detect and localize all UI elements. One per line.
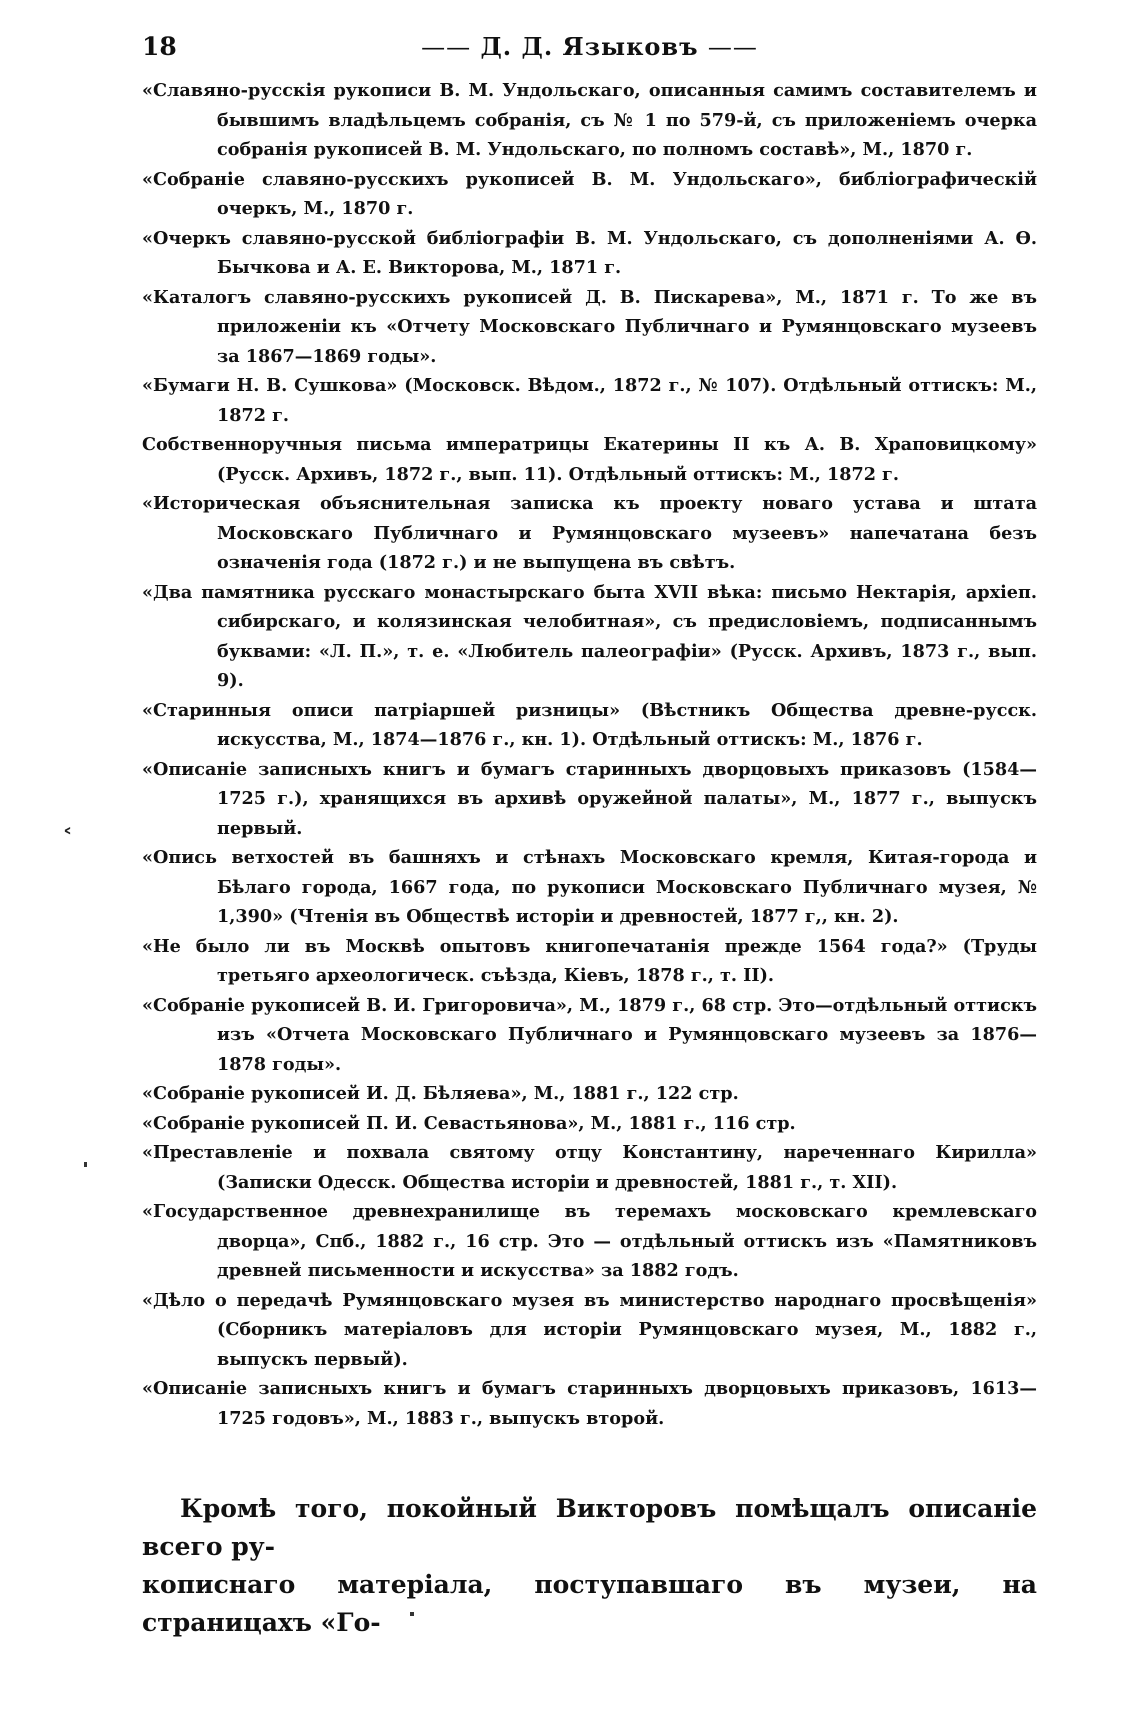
closing-line-2: кописнаго матеріала, поступавшаго въ музеи, на страницахъ «Го-	[142, 1570, 1037, 1637]
bibliography-entry: «Собраніе рукописей В. И. Григоровича», М., 1879 г., 68 стр. Это—отдѣльный оттискъ изъ «Отчета Московскаго Публичнаго и Румянцовскаго музеевъ за 1876—1878 годы».	[142, 994, 1037, 1075]
bibliography-entry: «Преставленіе и похвала святому отцу Константину, нареченнаго Кирилла» (Записки Одесск. Общества исторіи и древностей, 1881 г., т. XII).	[142, 1142, 1037, 1193]
bibliography-entry: «Очеркъ славяно-русской библіографіи В. М. Ундольскаго, съ дополненіями А. Ѳ. Бычкова и А. Е. Викторова, М., 1871 г.	[142, 227, 1037, 278]
bibliography-entry: «Собраніе славяно-русскихъ рукописей В. М. Ундольскаго», библіографическій очеркъ, М., 1870 г.	[142, 168, 1037, 219]
bibliography-entry: Собственноручныя письма императрицы Екатерины II къ А. В. Храповицкому» (Русск. Архивъ, 1872 г., вып. 11). Отдѣльный оттискъ: М., 1872 г.	[142, 434, 1037, 485]
stray-dot	[410, 1612, 414, 1616]
closing-line-1: Кромѣ того, покойный Викторовъ помѣщалъ описаніе всего ру-	[142, 1494, 1037, 1561]
bibliography-entry: «Описаніе записныхъ книгъ и бумагъ старинныхъ дворцовыхъ приказовъ, 1613—1725 годовъ», М., 1883 г., выпускъ второй.	[142, 1378, 1037, 1429]
head-dash-left: ——	[421, 33, 472, 61]
bibliography-entry: «Историческая объяснительная записка къ проекту новаго устава и штата Московскаго Публичнаго и Румянцовскаго музеевъ» напечатана безъ означенія года (1872 г.) и не выпущена въ свѣтъ.	[142, 493, 1037, 573]
closing-paragraph	[142, 1490, 1037, 1642]
bibliography-entry: «Славяно-русскія рукописи В. М. Ундольскаго, описанныя самимъ составителемъ и бывшимъ владѣльцемъ собранія, съ № 1 по 579-й, съ приложеніемъ очерка собранія рукописей В. М. Ундольскаго, по полномъ составѣ», М., 1870 г.	[142, 80, 1037, 160]
bibliography-entry: «Каталогъ славяно-русскихъ рукописей Д. В. Пискарева», М., 1871 г. То же въ приложеніи къ «Отчету Московскаго Публичнаго и Румянцовскаго музеевъ за 1867—1869 годы».	[142, 286, 1037, 367]
bibliography-entry: «Государственное древнехранилище въ теремахъ московскаго кремлевскаго дворца», Спб., 1882 г., 16 стр. Это — отдѣльный оттискъ изъ «Памятниковъ древней письменности и искусства» за 1882 годъ.	[142, 1201, 1037, 1281]
bibliography-entry: «Дѣло о передачѣ Румянцовскаго музея въ министерство народнаго просвѣщенія» (Сборникъ матеріаловъ для исторіи Румянцовскаго музея, М., 1882 г., выпускъ первый).	[142, 1289, 1037, 1370]
bibliography-entry: «Опись ветхостей въ башняхъ и стѣнахъ Московскаго кремля, Китая-города и Бѣлаго города, 1667 года, по рукописи Московскаго Публичнаго музея, № 1,390» (Чтенія въ Обществѣ исторіи и древностей, 1877 г,, кн. 2).	[142, 847, 1037, 927]
page-number: 18	[142, 32, 177, 61]
bibliography-entry: «Не было ли въ Москвѣ опытовъ книгопечатанія прежде 1564 года?» (Труды третьяго археологическ. съѣзда, Кіевъ, 1878 г., т. II).	[142, 935, 1037, 986]
bibliography-entry: «Старинныя описи патріаршей ризницы» (Вѣстникъ Общества древне-русск. искусства, М., 1874—1876 г., кн. 1). Отдѣльный оттискъ: М., 1876 г.	[142, 699, 1037, 750]
stray-dot	[84, 1162, 87, 1167]
bibliography-entry: «Собраніе рукописей И. Д. Бѣляева», М., 1881 г., 122 стр.	[142, 1083, 739, 1104]
bibliography-entry: «Описаніе записныхъ книгъ и бумагъ старинныхъ дворцовыхъ приказовъ (1584—1725 г.), хранящихся въ архивѣ оружейной палаты», М., 1877 г., выпускъ первый.	[142, 758, 1037, 839]
bibliography-entry: «Бумаги Н. В. Сушкова» (Московск. Вѣдом., 1872 г., № 107). Отдѣльный оттискъ: М., 1872 г.	[142, 375, 1037, 426]
running-head-title: Д. Д. Языковъ	[480, 32, 699, 61]
head-dash-right: ——	[707, 33, 758, 61]
page-header	[142, 30, 1037, 70]
bibliography-list	[142, 76, 1037, 1433]
bibliography-entry: «Собраніе рукописей П. И. Севастьянова», М., 1881 г., 116 стр.	[142, 1112, 796, 1134]
running-head	[142, 32, 1037, 61]
bibliography-entry: «Два памятника русскаго монастырскаго быта XVII вѣка: письмо Нектарія, архіеп. сибирскаго, и колязинская челобитная», съ предисловіемъ, подписаннымъ буквами: «Л. П.», т. е. «Любитель палеографіи» (Русск. Архивъ, 1873 г., вып. 9).	[142, 581, 1037, 691]
margin-mark: ˂	[62, 826, 73, 852]
